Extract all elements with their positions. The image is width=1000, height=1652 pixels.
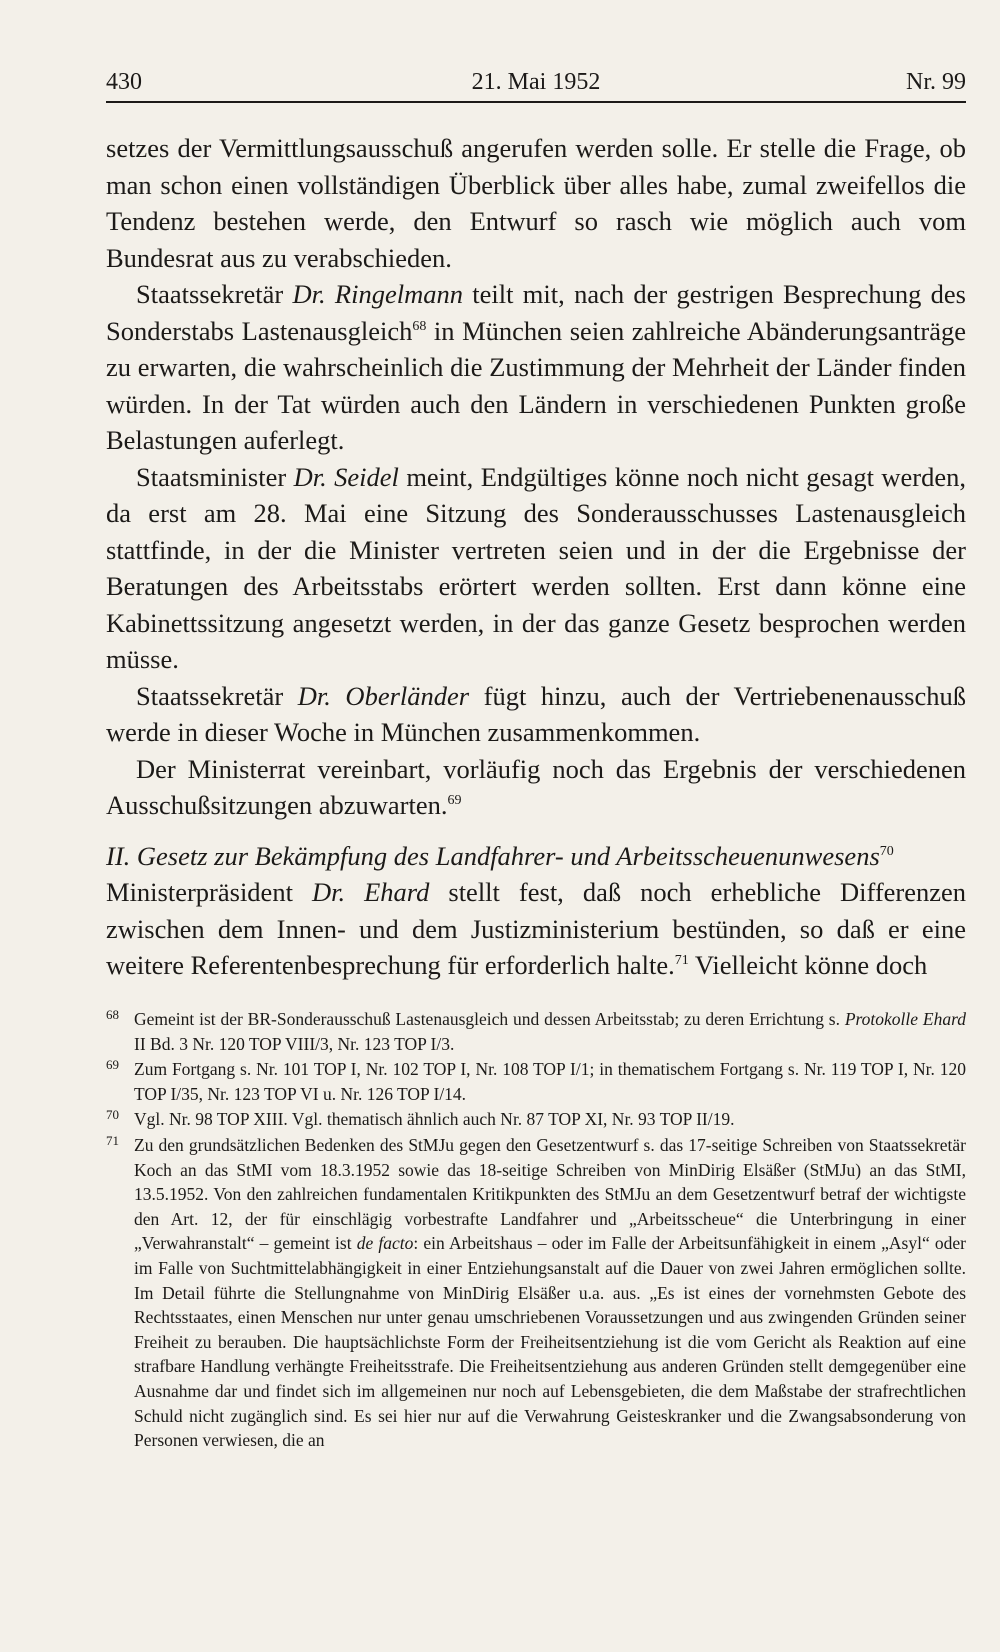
paragraph-1 <box>106 130 966 276</box>
p2-post: in München seien zahlreiche Abänderungsanträge zu erwarten, die wahrscheinlich die Zustimmung der Mehrheit der Länder finden würden. In der Tat würden auch den Ländern in verschiedenen Punkten große Belastungen auferlegt. <box>106 315 966 455</box>
p3-post: meint, Endgültiges könne noch nicht gesagt werden, da erst am 28. Mai eine Sitzung des Sonderausschusses Lastenausgleich stattfinde, in der die Minister vertreten seien und in der die Ergebnisse der Beratungen des Arbeitsstabs erörtert werden sollten. Erst dann könne eine Kabinettssitzung angesetzt werden, in der das ganze Gesetz besprochen werden müsse. <box>106 461 966 674</box>
main-text <box>106 130 966 984</box>
header-issue-number: Nr. 99 <box>906 69 966 95</box>
speaker-name: Dr. Seidel <box>293 461 399 492</box>
footnote-68 <box>106 1007 966 1056</box>
footnote-mark: 69 <box>106 1057 119 1073</box>
paragraph-6 <box>106 874 966 984</box>
footnote-71 <box>106 1133 966 1453</box>
footnote-text: Gemeint ist der BR-Sonderausschuß Lastenausgleich und dessen Arbeitsstab; zu deren Errichtung s. <box>134 1009 845 1029</box>
footnote-italic: Protokolle Ehard <box>844 1009 966 1029</box>
p2-mid: teilt mit, nach der gestrigen Besprechung des Sonderstabs Lastenausgleich <box>106 279 966 346</box>
speaker-name: Dr. Ringelmann <box>292 279 463 309</box>
p4-post: fügt hinzu, auch der Vertriebenenausschuß werde in dieser Woche in München zusammenkommen. <box>106 680 966 747</box>
speaker-name: Dr. Oberländer <box>297 680 470 711</box>
p5-text: Der Ministerrat vereinbart, vorläufig noch das Ergebnis der verschiedenen Ausschußsitzungen abzuwarten. <box>106 753 966 820</box>
p6-pre: Ministerpräsident <box>106 877 312 907</box>
footnote-text: : ein Arbeitshaus – oder im Falle der Arbeitsunfähigkeit in einem „Asyl“ oder im Falle von Suchtmittelabhängigkeit in einer Entziehungsanstalt auf die Dauer von zwei Jahren ermöglichen sollte. Im Detail führte die Stellungnahme von MinDirig Elsäßer u.a. aus. „Es ist eines der vornehmsten Gebote des Rechtsstaates, einen Menschen nur unter genau umschriebenen Voraussetzungen und aus zwingenden Gründen seiner Freiheit zu berauben. Die hauptsächlichste Form der Freiheitsentziehung ist die vom Gericht als Reaktion auf eine strafbare Handlung verhängte Freiheitsstrafe. Die Freiheitsentziehung aus anderen Gründen stellt demgegenüber eine Ausnahme dar und findet sich im allgemeinen nur noch auf Lebensgebieten, die dem Maßstabe der strafrechtlichen Schuld nicht zugänglich sind. Es sei hier nur auf die Verwahrung Geisteskranker und die Zwangsabsonderung von Personen verwiesen, die an <box>134 1233 966 1451</box>
paragraph-4 <box>106 678 966 751</box>
p6-mid: stellt fest, daß noch erhebliche Differenzen zwischen dem Innen- und dem Justizministerium bestünden, so daß er eine weitere Referentenbesprechung für erforderlich halte. <box>106 877 967 980</box>
footnote-text: Zu den grundsätzlichen Bedenken des StMJu gegen den Gesetzentwurf s. das 17-seitige Schreiben von Staatssekretär Koch an das StMI vom 18.3.1952 sowie das 18-seitige Schreiben von MinDirig Elsäßer (StMJu) an das StMI, 13.5.1952. Von den zahlreichen fundamentalen Kritikpunkten des StMJu an dem Gesetzentwurf betraf der wichtigste den Art. 12, der für einschlägig vorbestrafte Landfahrer und „Arbeitsscheue“ die Unterbringung in einer „Verwahranstalt“ – gemeint ist <box>134 1134 966 1254</box>
footnotes <box>106 1007 966 1454</box>
running-header <box>106 64 966 100</box>
section-title: II. Gesetz zur Bekämpfung des Landfahrer- und Arbeitsscheuenunwesens <box>106 840 880 871</box>
footnote-ref-69[interactable]: 69 <box>447 793 462 809</box>
p2-pre: Staatssekretär <box>136 279 293 309</box>
header-rule <box>106 101 966 103</box>
footnote-text: Vgl. Nr. 98 TOP XIII. Vgl. thematisch ähnlich auch Nr. 87 TOP XI, Nr. 93 TOP II/19. <box>134 1109 735 1130</box>
paragraph-5 <box>106 751 966 824</box>
speaker-name: Dr. Ehard <box>311 877 430 907</box>
footnote-ref-71[interactable]: 71 <box>674 953 689 969</box>
footnote-70 <box>106 1107 966 1132</box>
footnote-text: Zum Fortgang s. Nr. 101 TOP I, Nr. 102 TOP I, Nr. 108 TOP I/1; in thematischem Fortgang s. Nr. 119 TOP I, Nr. 120 TOP I/35, Nr. 123 TOP VI u. Nr. 126 TOP I/14. <box>134 1059 966 1104</box>
footnote-ref-68[interactable]: 68 <box>412 318 427 334</box>
footnote-mark: 68 <box>106 1007 119 1022</box>
footnote-69 <box>106 1057 966 1106</box>
footnote-text: II Bd. 3 Nr. 120 TOP VIII/3, Nr. 123 TOP I/3. <box>134 1033 455 1054</box>
paragraph-2 <box>106 276 966 459</box>
paragraph-1-text: setzes der Vermittlungsausschuß angerufen werden solle. Er stelle die Frage, ob man schon einen vollständigen Überblick über alles habe, zumal zweifellos die Tendenz bestehen werde, den Entwurf so rasch wie möglich auch vom Bundesrat aus zu verabschieden. <box>106 133 966 273</box>
footnote-italic: de facto <box>356 1233 414 1254</box>
p4-pre: Staatssekretär <box>136 680 298 711</box>
page-number: 430 <box>106 69 142 95</box>
p3-pre: Staatsminister <box>136 461 294 492</box>
paragraph-3 <box>106 459 966 678</box>
section-heading <box>106 838 966 875</box>
footnote-ref-70[interactable]: 70 <box>879 843 894 859</box>
footnote-mark: 70 <box>106 1107 119 1123</box>
footnote-mark: 71 <box>106 1132 119 1148</box>
header-date: 21. Mai 1952 <box>471 69 601 95</box>
p6-post: Vielleicht könne doch <box>688 950 928 980</box>
